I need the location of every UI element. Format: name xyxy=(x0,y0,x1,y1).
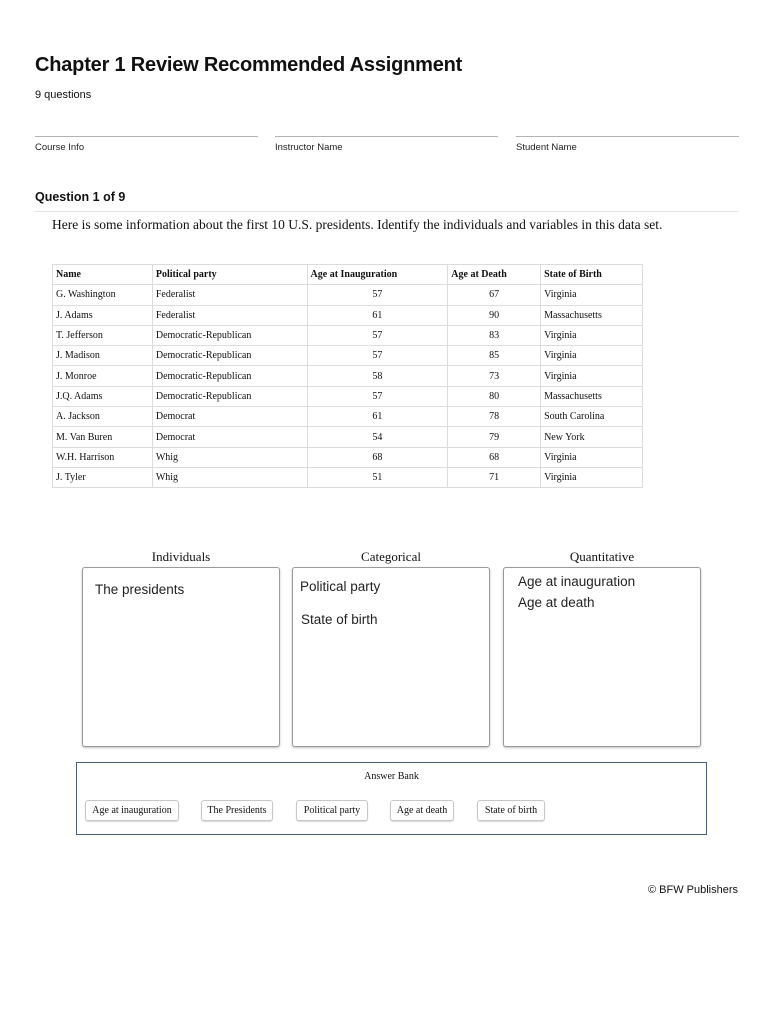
individuals-drop-zone[interactable] xyxy=(82,567,280,747)
cell-age-death: 78 xyxy=(448,407,541,427)
cell-name: W.H. Harrison xyxy=(53,447,153,467)
question-divider xyxy=(35,211,739,212)
placed-answer-the-presidents[interactable]: The presidents xyxy=(95,582,185,597)
course-info-label: Course Info xyxy=(35,142,85,153)
cell-party: Democratic-Republican xyxy=(152,325,307,345)
column-header-party: Political party xyxy=(152,265,307,285)
cell-party: Democrat xyxy=(152,407,307,427)
cell-age-death: 83 xyxy=(448,325,541,345)
placed-answer-age-at-death[interactable]: Age at death xyxy=(518,595,595,610)
answer-bank xyxy=(76,762,707,835)
cell-age-inauguration: 61 xyxy=(307,305,448,325)
cell-age-inauguration: 57 xyxy=(307,285,448,305)
categorical-label: Categorical xyxy=(361,549,421,564)
cell-age-inauguration: 57 xyxy=(307,325,448,345)
answer-bank-title: Answer Bank xyxy=(364,771,419,782)
cell-party: Whig xyxy=(152,467,307,487)
placed-answer-age-at-inauguration[interactable]: Age at inauguration xyxy=(518,574,636,589)
cell-age-inauguration: 57 xyxy=(307,386,448,406)
cell-state: South Carolina xyxy=(541,407,643,427)
quantitative-label: Quantitative xyxy=(569,549,635,564)
cell-age-death: 67 xyxy=(448,285,541,305)
instructor-name-field[interactable] xyxy=(275,136,498,153)
cell-age-death: 90 xyxy=(448,305,541,325)
answer-chip-political-party[interactable]: Political party xyxy=(296,800,368,821)
table-row xyxy=(53,325,643,345)
individuals-label: Individuals xyxy=(151,549,211,564)
cell-name: A. Jackson xyxy=(53,407,153,427)
cell-age-death: 80 xyxy=(448,386,541,406)
cell-name: J. Madison xyxy=(53,346,153,366)
cell-age-death: 73 xyxy=(448,366,541,386)
cell-state: Virginia xyxy=(541,285,643,305)
course-info-field[interactable] xyxy=(35,136,258,153)
cell-state: Massachusetts xyxy=(541,305,643,325)
table-row xyxy=(53,366,643,386)
question-heading: Question 1 of 9 xyxy=(35,190,126,204)
placed-answer-political-party[interactable]: Political party xyxy=(300,579,381,594)
column-header-age-death: Age at Death xyxy=(448,265,541,285)
cell-name: M. Van Buren xyxy=(53,427,153,447)
cell-party: Democratic-Republican xyxy=(152,386,307,406)
cell-state: Virginia xyxy=(541,366,643,386)
cell-party: Federalist xyxy=(152,305,307,325)
placed-answer-state-of-birth[interactable]: State of birth xyxy=(301,612,378,627)
cell-name: J.Q. Adams xyxy=(53,386,153,406)
question-count: 9 questions xyxy=(35,89,92,101)
cell-name: T. Jefferson xyxy=(53,325,153,345)
cell-state: Massachusetts xyxy=(541,386,643,406)
cell-age-inauguration: 51 xyxy=(307,467,448,487)
cell-party: Democratic-Republican xyxy=(152,366,307,386)
cell-age-inauguration: 61 xyxy=(307,407,448,427)
instructor-name-label: Instructor Name xyxy=(275,142,343,153)
column-header-age-inauguration: Age at Inauguration xyxy=(307,265,448,285)
table-row xyxy=(53,447,643,467)
cell-party: Whig xyxy=(152,447,307,467)
cell-age-death: 85 xyxy=(448,346,541,366)
student-name-field[interactable] xyxy=(516,136,739,153)
cell-state: Virginia xyxy=(541,346,643,366)
cell-age-inauguration: 58 xyxy=(307,366,448,386)
cell-state: New York xyxy=(541,427,643,447)
table-row xyxy=(53,407,643,427)
copyright-notice: © BFW Publishers xyxy=(647,884,738,896)
cell-age-inauguration: 54 xyxy=(307,427,448,447)
column-header-state: State of Birth xyxy=(541,265,643,285)
cell-party: Federalist xyxy=(152,285,307,305)
answer-chip-the-presidents[interactable]: The Presidents xyxy=(201,800,273,821)
table-row xyxy=(53,346,643,366)
categorical-drop-zone[interactable] xyxy=(292,567,490,747)
cell-name: J. Monroe xyxy=(53,366,153,386)
cell-party: Democrat xyxy=(152,427,307,447)
cell-name: G. Washington xyxy=(53,285,153,305)
cell-age-inauguration: 68 xyxy=(307,447,448,467)
table-header-row xyxy=(53,265,643,285)
cell-state: Virginia xyxy=(541,467,643,487)
quantitative-drop-zone[interactable] xyxy=(503,567,701,747)
cell-party: Democratic-Republican xyxy=(152,346,307,366)
page-title: Chapter 1 Review Recommended Assignment xyxy=(35,54,463,76)
student-name-label: Student Name xyxy=(516,142,577,153)
table-row xyxy=(53,305,643,325)
table-row xyxy=(53,427,643,447)
answer-chip-age-at-death[interactable]: Age at death xyxy=(390,800,454,821)
cell-name: J. Tyler xyxy=(53,467,153,487)
cell-name: J. Adams xyxy=(53,305,153,325)
cell-age-death: 68 xyxy=(448,447,541,467)
question-prompt: Here is some information about the first 10 U.S. presidents. Identify the individuals and variables in this data set. xyxy=(52,217,663,232)
cell-age-inauguration: 57 xyxy=(307,346,448,366)
cell-state: Virginia xyxy=(541,447,643,467)
table-row xyxy=(53,285,643,305)
answer-chip-state-of-birth[interactable]: State of birth xyxy=(477,800,545,821)
answer-chip-age-at-inauguration[interactable]: Age at inauguration xyxy=(85,800,179,821)
cell-state: Virginia xyxy=(541,325,643,345)
presidents-table xyxy=(52,264,643,488)
table-row xyxy=(53,386,643,406)
cell-age-death: 79 xyxy=(448,427,541,447)
column-header-name: Name xyxy=(53,265,153,285)
table-row xyxy=(53,467,643,487)
cell-age-death: 71 xyxy=(448,467,541,487)
